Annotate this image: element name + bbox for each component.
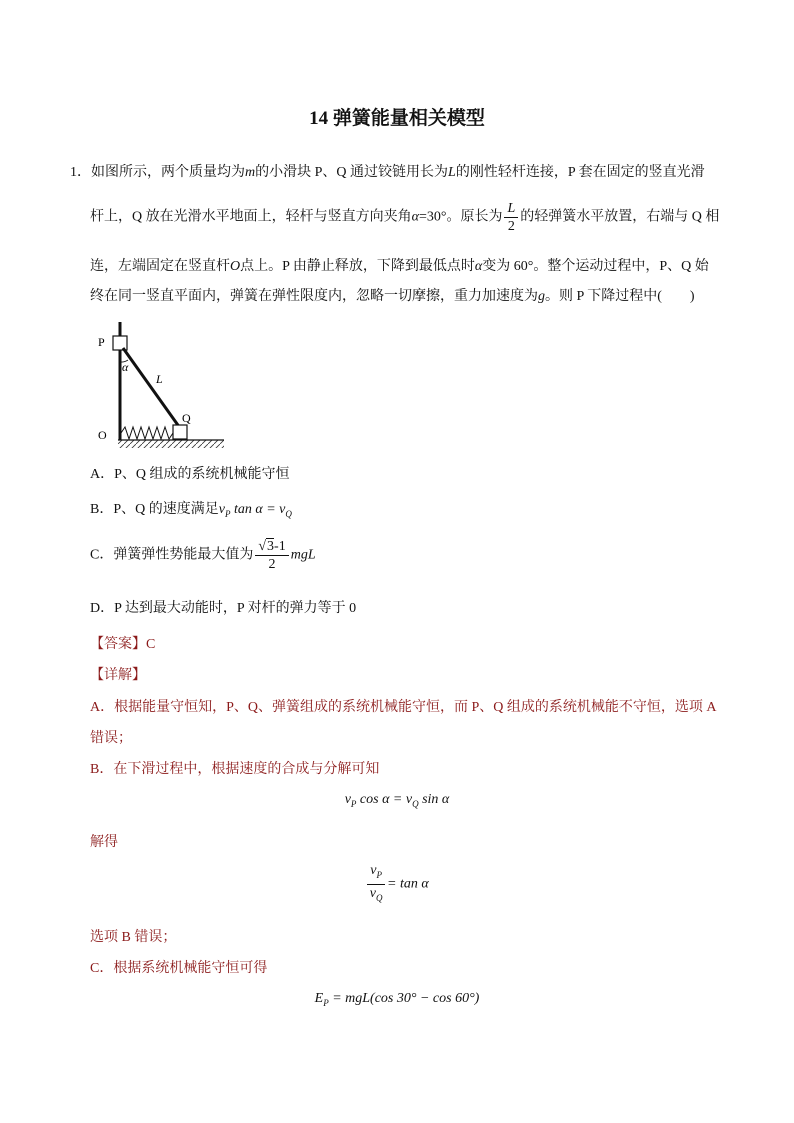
option-D: D．P 达到最大动能时，P 对杆的弹力等于 0: [90, 601, 357, 616]
question-number: 1．: [70, 165, 91, 180]
block-P: [113, 336, 127, 350]
formula-velocity: $v_P$ $\cos \alpha = v_Q$ sin α: [344, 792, 450, 809]
solve-label: 解得: [90, 835, 118, 850]
page-title: 14 弹簧能量相关模型: [309, 108, 485, 129]
spring: [121, 427, 173, 439]
option-B-wrong: 选项 B 错误；: [90, 930, 177, 945]
label-L: L: [156, 372, 163, 386]
detail-B-line: B．在下滑过程中，根据速度的合成与分解可知: [90, 762, 380, 777]
question-line-1: 1．如图所示，两个质量均为m的小滑块 P、Q 通过铰链用长为L的刚性轻杆连接，P 套在固定的竖直光滑: [70, 165, 705, 180]
label-alpha: α: [122, 360, 129, 374]
question-line-3: 连，左端固定在竖直杆O点上。P 由静止释放，下降到最低点时α变为 60°。整个运动过程中，P、Q 始: [90, 259, 709, 274]
answer-label: 【答案】C: [90, 637, 156, 652]
label-O: O: [98, 428, 107, 442]
detail-C-line: C．根据系统机械能守恒可得: [90, 961, 268, 976]
ground-hatch: [118, 440, 224, 448]
question-line-2: 杆上，Q 放在光滑水平地面上，轻杆与竖直方向夹角α=30°。原长为 $\frac{L}{2}$ 的轻弹簧水平放置，右端与 Q 相: [90, 201, 720, 234]
detail-A-line-1: A．根据能量守恒知，P、Q、弹簧组成的系统机械能守恒，而 P、Q 组成的系统机械能不守恒，选项 A: [90, 700, 717, 715]
question-line-4: 终在同一竖直平面内，弹簧在弹性限度内，忽略一切摩擦，重力加速度为g。则 P 下降过程中( ): [90, 289, 695, 304]
label-Q: Q: [182, 411, 191, 425]
physics-diagram: [88, 318, 233, 453]
formula-ratio: $\frac{v_P}{v_Q}$ = tan α: [0, 862, 794, 907]
option-C: C．弹簧弹性势能最大值为 $\frac{√3-1}{2}$ mgL: [90, 539, 316, 572]
fraction-sqrt3-minus-1-over-2: $\frac{√3-1}{2}$: [255, 538, 288, 573]
option-A: A．P、Q 组成的系统机械能守恒: [90, 467, 290, 482]
formula-energy: $E_P = mgL(\cos$ 30° − cos 60°): [314, 991, 480, 1008]
option-B: B．P、Q 的速度满足$v_P$ $\tan \alpha = v_Q$: [90, 502, 292, 519]
block-Q: [173, 425, 187, 439]
rigid-rod-L: [123, 348, 180, 428]
detail-label: 【详解】: [90, 668, 146, 683]
label-P: P: [98, 335, 105, 349]
detail-A-line-2: 错误；: [90, 731, 132, 746]
fraction-L-over-2: $\frac{L}{2}$: [504, 200, 518, 235]
